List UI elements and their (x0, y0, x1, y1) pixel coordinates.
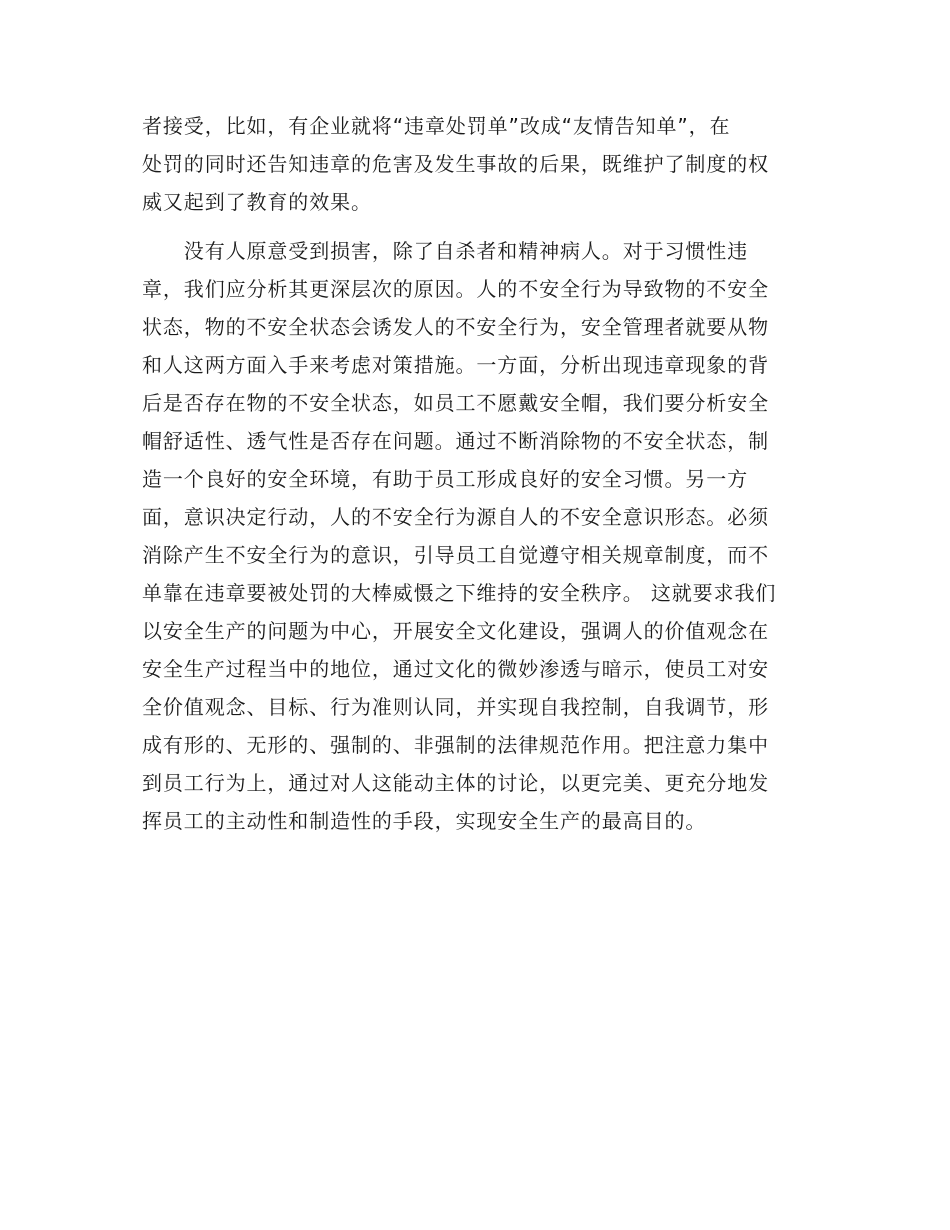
text-line: 成有形的、无形的、强制的、非强制的法律规范作用。把注意力集中 (142, 733, 769, 757)
text-line: 面，意识决定行动，人的不安全行为源自人的不安全意识形态。必须 (142, 505, 769, 529)
text-line: 挥员工的主动性和制造性的手段，实现安全生产的最高目的。 (142, 809, 707, 833)
text-line: 威又起到了教育的效果。 (142, 190, 372, 214)
text-line: 单靠在违章要被处罚的大棒威慑之下维持的安全秩序。 这就要求我们 (142, 581, 777, 605)
text-line: 和人这两方面入手来考虑对策措施。一方面，分析出现违章现象的背 (142, 353, 769, 377)
text-line: 处罚的同时还告知违章的危害及发生事故的后果，既维护了制度的权 (142, 152, 769, 176)
text-line: 到员工行为上，通过对人这能动主体的讨论，以更完美、更充分地发 (142, 771, 769, 795)
text-line: 后是否存在物的不安全状态，如员工不愿戴安全帽，我们要分析安全 (142, 391, 769, 415)
text-line: 造一个良好的安全环境，有助于员工形成良好的安全习惯。另一方 (142, 467, 749, 491)
text-line: 全价值观念、目标、行为准则认同，并实现自我控制，自我调节，形 (142, 695, 769, 719)
text-line: 没有人原意受到损害，除了自杀者和精神病人。对于习惯性违 (142, 239, 749, 263)
text-line: 安全生产过程当中的地位，通过文化的微妙渗透与暗示，使员工对安 (142, 657, 769, 681)
text-line: 帽舒适性、透气性是否存在问题。通过不断消除物的不安全状态，制 (142, 429, 769, 453)
text-line: 消除产生不安全行为的意识，引导员工自觉遵守相关规章制度，而不 (142, 543, 769, 567)
text-line: 以安全生产的问题为中心，开展安全文化建设，强调人的价值观念在 (142, 619, 769, 643)
text-line: 者接受，比如，有企业就将“违章处罚单”改成“友情告知单”，在 (142, 114, 731, 138)
text-line: 章，我们应分析其更深层次的原因。人的不安全行为导致物的不安全 (142, 277, 769, 301)
text-line: 状态，物的不安全状态会诱发人的不安全行为，安全管理者就要从物 (142, 315, 769, 339)
